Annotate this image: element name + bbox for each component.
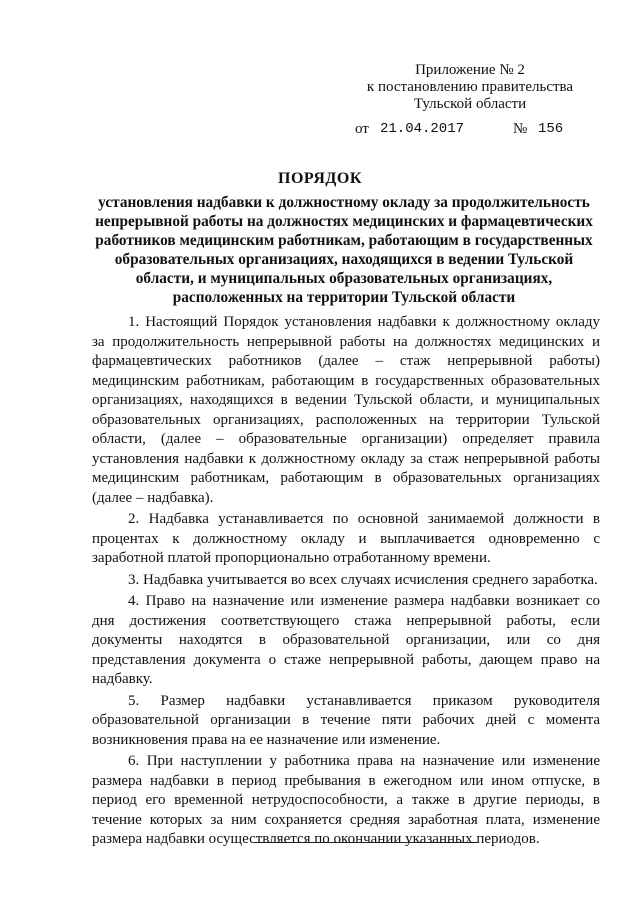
paragraph-1: 1. Настоящий Порядок установления надбавки к должностному окладу за продолжительность непрерывной работы на должностях медицинских и фармацевтических работников (далее – стаж непрерывной работы) медицинским работникам, работающим в государственных образовательных организациях, находящихся в ведении Тульской области, и муниципальных образовательных организациях, расположенных на территории Тульской области, (далее – образовательные организации) определяет правила установления надбавки к должностному окладу за стаж непрерывной работы медицинским работникам, работающим в образовательных организациях (далее – надбавка). bbox=[92, 314, 600, 506]
date-value: 21.04.2017 bbox=[380, 121, 465, 137]
paragraph-6: 6. При наступлении у работника права на назначение или изменение размера надбавки в период пребывания в ежегодном или ином отпуске, в период его временной нетрудоспособности, а также в другие периоды, в течение которых за ним сохраняется средняя заработная плата, изменение размера надбавки осуществляется по окончании указанных периодов. bbox=[92, 753, 600, 847]
appendix-line-1: Приложение № 2 bbox=[415, 62, 525, 78]
paragraph-5: 5. Размер надбавки устанавливается приказом руководителя образовательной организации в течение пяти рабочих дней с момента возникновения права на ее назначение или изменение. bbox=[92, 692, 600, 748]
appendix-header bbox=[350, 62, 590, 113]
paragraph-2: 2. Надбавка устанавливается по основной занимаемой должности в процентах к должностному окладу и выплачивается одновременно с заработной платой пропорционально отработанному времени. bbox=[92, 511, 600, 566]
date-label: от bbox=[355, 121, 369, 137]
appendix-line-3: Тульской области bbox=[413, 96, 527, 112]
document-body bbox=[92, 313, 600, 850]
end-divider bbox=[254, 842, 478, 843]
document-title: ПОРЯДОК bbox=[278, 170, 362, 187]
number-value: 156 bbox=[538, 121, 564, 137]
paragraph-4: 4. Право на назначение или изменение размера надбавки возникает со дня достижения соответствующего стажа непрерывной работы, если документы находятся в образовательной организации, или со дня представления документа о стаже непрерывной работы, дающем право на надбавку. bbox=[92, 593, 600, 687]
document-subtitle: установления надбавки к должностному окладу за продолжительность непрерывной работы на должностях медицинских и фармацевтических работников медицинским работникам, работающим в государственных образовательных организациях, находящихся в ведении Тульской области, и муниципальных образовательных организациях, расположенных на территории Тульской области bbox=[95, 194, 593, 306]
paragraph-3: 3. Надбавка учитывается во всех случаях исчисления среднего заработка. bbox=[128, 571, 598, 588]
appendix-line-2: к постановлению правительства bbox=[366, 79, 574, 95]
number-label: № bbox=[513, 121, 528, 137]
